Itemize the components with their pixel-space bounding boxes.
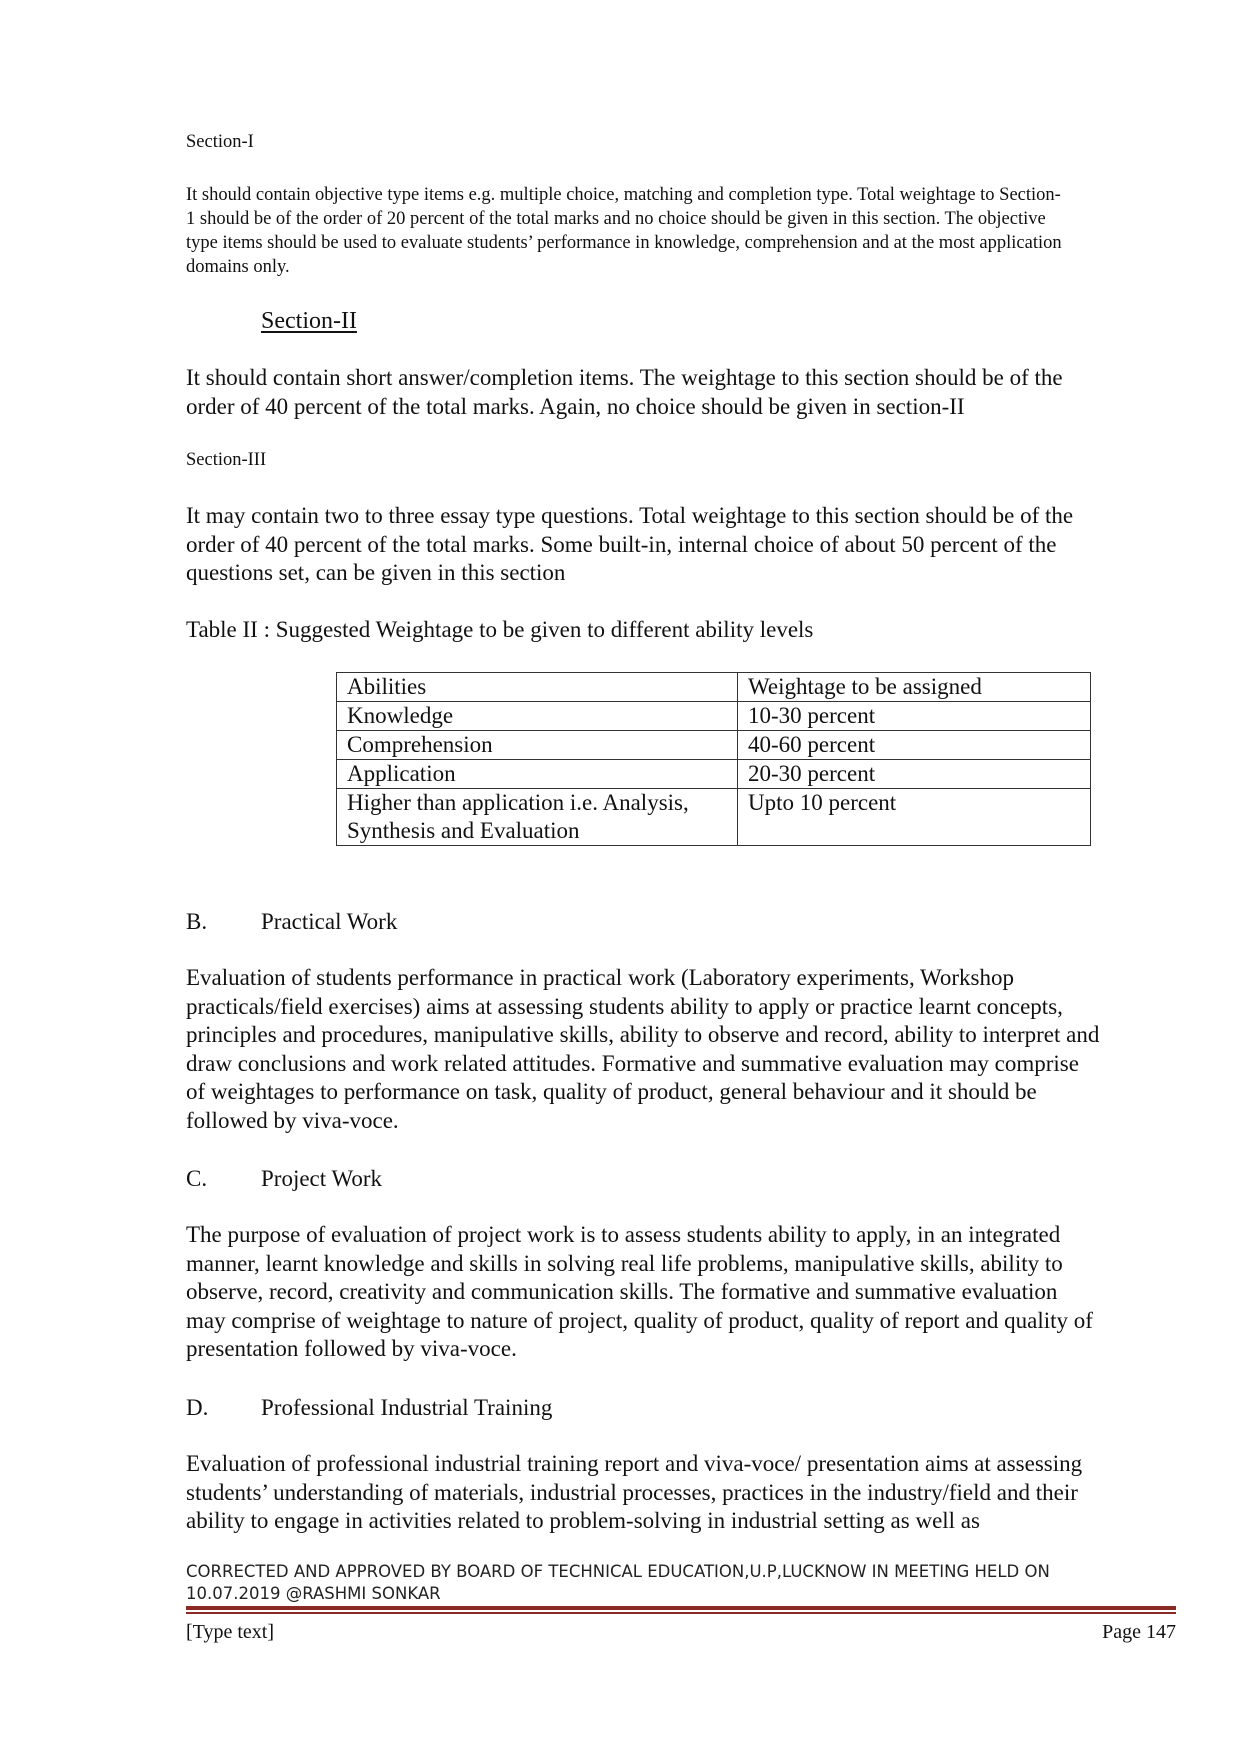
section-3-title: Section-III (186, 450, 267, 470)
table-cell: Knowledge (337, 702, 738, 731)
table-cell-line: Higher than application i.e. Analysis, (347, 790, 689, 815)
approval-note-line: CORRECTED AND APPROVED BY BOARD OF TECHNICAL EDUCATION,U.P,LUCKNOW IN MEETING HELD ON (186, 1562, 1050, 1581)
table-cell (337, 789, 738, 846)
text-line: ability to engage in activities related to problem-solving in industrial setting as well as (186, 1508, 980, 1534)
text-line: questions set, can be given in this section (186, 560, 566, 586)
heading-letter: D. (186, 1395, 209, 1420)
industrial-training-paragraph (186, 1450, 1176, 1536)
section-2-paragraph (186, 364, 1176, 421)
text-line: order of 40 percent of the total marks. Some built-in, internal choice of about 50 percent of the (186, 531, 1057, 557)
weightage-table (336, 672, 1091, 846)
table-header-cell: Weightage to be assigned (738, 673, 1091, 702)
table-row (337, 731, 1091, 760)
table-cell: 20-30 percent (738, 760, 1091, 789)
section-1-paragraph (186, 183, 1176, 279)
table-cell: Comprehension (337, 731, 738, 760)
table-row (337, 760, 1091, 789)
text-line: practicals/field exercises) aims at assessing students ability to apply or practice learnt concepts, (186, 993, 1063, 1019)
industrial-training-heading (186, 1393, 552, 1423)
approval-note-line: 10.07.2019 @RASHMI SONKAR (186, 1584, 441, 1603)
heading-title: Project Work (261, 1166, 383, 1191)
table-header-cell: Abilities (337, 673, 738, 702)
section-3-paragraph (186, 502, 1176, 588)
text-line: The purpose of evaluation of project work is to assess students ability to apply, in an integrated (186, 1222, 1061, 1247)
table-cell-line: Synthesis and Evaluation (347, 818, 580, 843)
text-line: of weightages to performance on task, quality of product, general behaviour and it should be (186, 1079, 1037, 1105)
table-caption: Table II : Suggested Weightage to be given to different ability levels (186, 617, 814, 642)
section-2-title: Section-II (261, 308, 357, 334)
text-line: domains only. (186, 257, 290, 277)
text-line: manner, learnt knowledge and skills in solving real life problems, manipulative skills, ability to (186, 1250, 1063, 1276)
text-line: followed by viva-voce. (186, 1107, 399, 1133)
text-line: principles and procedures, manipulative skills, ability to observe and record, ability to interpret and (186, 1022, 1100, 1048)
table-cell: 40-60 percent (738, 731, 1091, 760)
text-line: students’ understanding of materials, industrial processes, practices in the industry/field and their (186, 1479, 1078, 1505)
table-cell: Upto 10 percent (738, 789, 1091, 846)
text-line: presentation followed by viva-voce. (186, 1336, 517, 1362)
approval-note (186, 1561, 1176, 1605)
section-1-title: Section-I (186, 132, 254, 152)
heading-title: Professional Industrial Training (261, 1395, 553, 1420)
heading-title: Practical Work (261, 909, 398, 934)
heading-letter: C. (186, 1166, 208, 1191)
footer-placeholder-text: [Type text] (186, 1621, 275, 1643)
text-line: It may contain two to three essay type questions. Total weightage to this section should be of the (186, 503, 1074, 528)
footer-rule-thick (186, 1606, 1176, 1610)
text-line: may comprise of weightage to nature of project, quality of product, quality of report and quality of (186, 1307, 1093, 1333)
text-line: observe, record, creativity and communication skills. The formative and summative evaluation (186, 1279, 1058, 1305)
footer-rule-thin (186, 1612, 1176, 1614)
project-work-heading (186, 1164, 382, 1194)
text-line: order of 40 percent of the total marks. Again, no choice should be given in section-II (186, 393, 965, 419)
heading-letter: B. (186, 909, 208, 934)
text-line: It should contain objective type items e.g. multiple choice, matching and completion type. Total weightage to Section- (186, 185, 1061, 205)
table-row (337, 702, 1091, 731)
text-line: Evaluation of students performance in practical work (Laboratory experiments, Workshop (186, 965, 1015, 990)
text-line: draw conclusions and work related attitudes. Formative and summative evaluation may comprise (186, 1050, 1079, 1076)
text-line: type items should be used to evaluate students’ performance in knowledge, comprehension and at the most application (186, 233, 1062, 253)
text-line: Evaluation of professional industrial training report and viva-voce/ presentation aims at assessing (186, 1451, 1083, 1476)
table-cell: Application (337, 760, 738, 789)
table-row (337, 789, 1091, 846)
table-header-row (337, 673, 1091, 702)
text-line: It should contain short answer/completion items. The weightage to this section should be of the (186, 365, 1063, 390)
table-cell: 10-30 percent (738, 702, 1091, 731)
page-number: Page 147 (1102, 1621, 1176, 1643)
practical-work-heading (186, 907, 397, 937)
text-line: 1 should be of the order of 20 percent of the total marks and no choice should be given in this section. The objective (186, 209, 1046, 229)
project-work-paragraph (186, 1221, 1176, 1364)
practical-work-paragraph (186, 964, 1176, 1136)
